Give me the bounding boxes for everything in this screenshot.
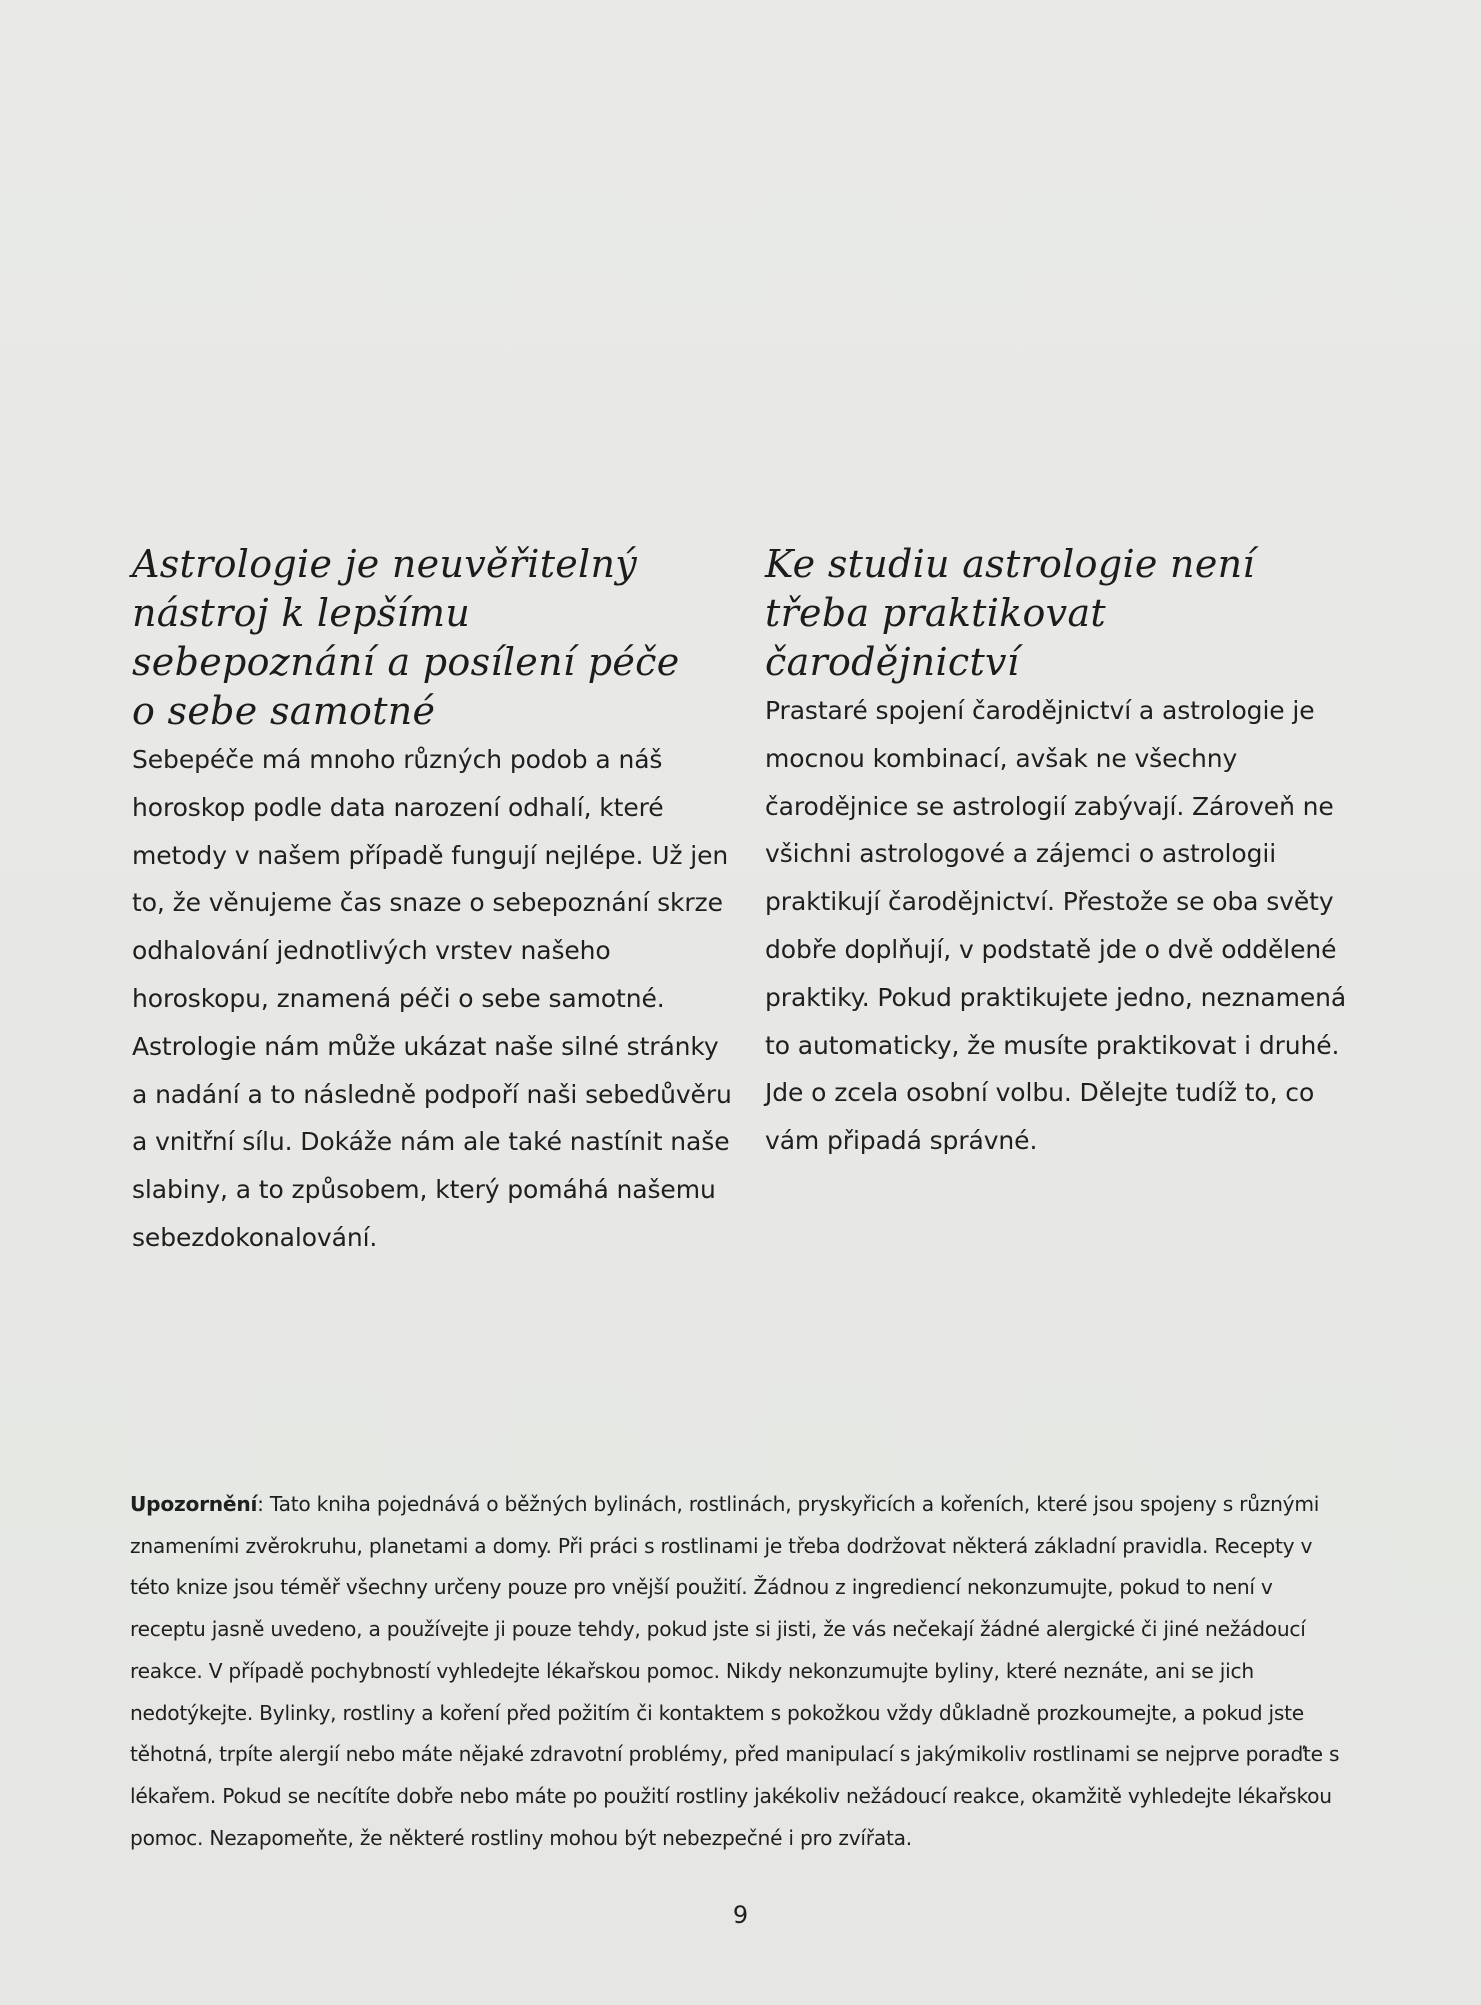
left-column-heading: Astrologie je neuvěřitelný nástroj k lepšímu sebepoznání a posílení péče o sebe samotné: [132, 542, 680, 733]
warning-label: Upozornění: [130, 1492, 258, 1516]
left-column: [132, 540, 732, 1262]
right-column: [765, 540, 1375, 1165]
left-column-body: Sebepéče má mnoho různých podob a náš horoskop podle data narození odhalí, které metody v našem případě fungují nejlépe. Už jen to, že věnujeme čas snaze o sebepoznání skrze odhalování jednotlivých vrstev našeho horoskopu, znamená péči o sebe samotné. Astrologie nám může ukázat naše silné stránky a nadání a to následně podpoří naši sebedůvěru a vnitřní sílu. Dokáže nám ale také nastínit naše slabiny, a to způsobem, který pomáhá našemu sebezdokonalování.: [132, 745, 732, 1252]
right-column-body: Prastaré spojení čarodějnictví a astrologie je mocnou kombinací, avšak ne všechny čarodějnice se astrologií zabývají. Zároveň ne všichni astrologové a zájemci o astrologii praktikují čarodějnictví. Přestože se oba světy dobře doplňují, v podstatě jde o dvě oddělené praktiky. Pokud praktikujete jedno, neznamená to automaticky, že musíte praktikovat i druhé. Jde o zcela osobní volbu. Dělejte tudíž to, co vám připadá správné.: [765, 696, 1347, 1156]
warning-notice: [130, 1484, 1350, 1859]
warning-text: : Tato kniha pojednává o běžných bylinách, rostlinách, pryskyřicích a kořeních, které jsou spojeny s různými znameními zvěrokruhu, planetami a domy. Při práci s rostlinami je třeba dodržovat některá základní pravidla. Recepty v této knize jsou téměř všechny určeny pouze pro vnější použití. Žádnou z ingrediencí nekonzumujte, pokud to není v receptu jasně uvedeno, a používejte ji pouze tehdy, pokud jste si jisti, že vás nečekají žádné alergické či jiné nežádoucí reakce. V případě pochybností vyhledejte lékařskou pomoc. Nikdy nekonzumujte byliny, které neznáte, ani se jich nedotýkejte. Bylinky, rostliny a koření před požitím či kontaktem s pokožkou vždy důkladně prozkoumejte, a pokud jste těhotná, trpíte alergií nebo máte nějaké zdravotní problémy, před manipulací s jakýmikoliv rostlinami se nejprve poraďte s lékařem. Pokud se necítíte dobře nebo máte po použití rostliny jakékoliv nežádoucí reakce, okamžitě vyhledejte lékařskou pomoc. Nezapomeňte, že některé rostliny mohou být nebezpečné i pro zvířata.: [130, 1492, 1340, 1850]
page-number: 9: [732, 1901, 749, 1929]
right-column-heading: Ke studiu astrologie není třeba praktikovat čarodějnictví: [765, 542, 1255, 684]
